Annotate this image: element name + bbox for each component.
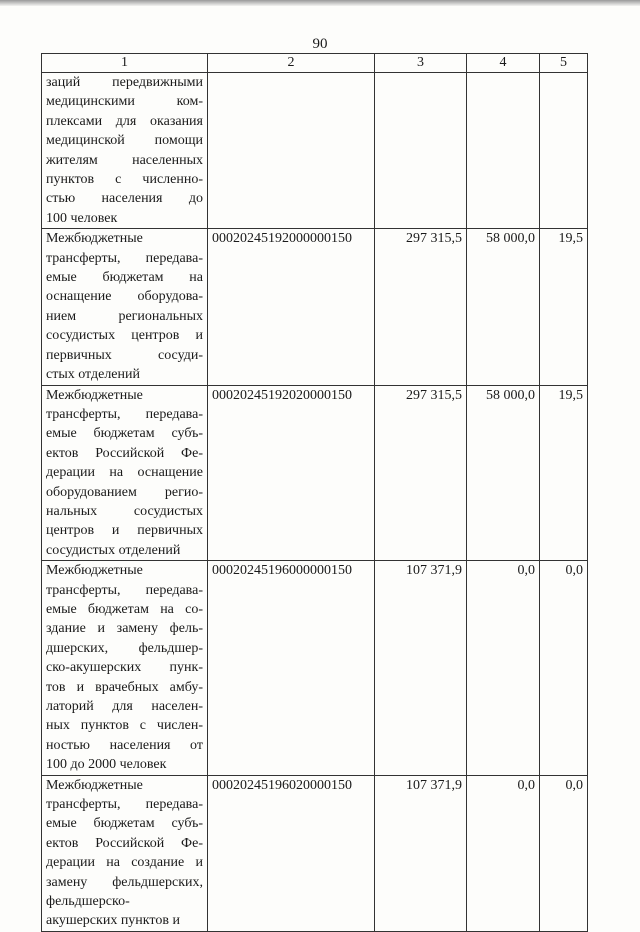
percent-col5-cell: 19,5 — [540, 385, 588, 561]
row-name-line: фельдшерско- — [46, 894, 130, 910]
column-header-3: 3 — [375, 54, 467, 73]
row-name-line: тов и врачебных амбу- — [46, 679, 203, 695]
budget-code-cell: 00020245196020000150 — [208, 775, 375, 931]
table-row — [42, 73, 588, 229]
row-name-line: стью населения до — [46, 191, 203, 207]
row-name-line: емые бюджетам субъ- — [46, 426, 203, 442]
row-name-line: трансферты, передава- — [46, 250, 203, 266]
row-name-line: нальных сосудистых — [46, 503, 203, 519]
column-number-row — [42, 54, 588, 73]
table-row — [42, 385, 588, 561]
budget-code-cell: 00020245196000000150 — [208, 561, 375, 775]
row-name-cell — [42, 229, 208, 385]
row-name-line: жителям населенных — [46, 152, 203, 168]
column-header-1: 1 — [42, 54, 208, 73]
row-name-line: замену фельдшерских, — [46, 874, 203, 890]
table-row — [42, 561, 588, 775]
page-number: 90 — [312, 36, 328, 52]
amount-col3-cell: 297 315,5 — [375, 229, 467, 385]
row-name-line: трансферты, передава- — [46, 797, 203, 813]
row-name-line: емые бюджетам на со- — [46, 601, 203, 617]
amount-col4-cell: 0,0 — [467, 561, 540, 775]
amount-col3-cell: 107 371,9 — [375, 775, 467, 931]
row-name-cell — [42, 775, 208, 931]
row-name-line: ностью населения от — [46, 737, 203, 753]
row-name-line: дерации на оснащение — [46, 465, 203, 481]
percent-col5-cell — [540, 73, 588, 229]
amount-col3-cell: 107 371,9 — [375, 561, 467, 775]
row-name-line: 100 человек — [46, 210, 118, 226]
scan-edge — [0, 0, 640, 6]
row-name-line: первичных сосуди- — [46, 347, 203, 363]
row-name-line: сосудистых отделений — [46, 542, 181, 558]
budget-code-cell — [208, 73, 375, 229]
amount-col4-cell — [467, 73, 540, 229]
row-name-line: сосудистых центров и — [46, 328, 203, 344]
percent-col5-cell: 0,0 — [540, 775, 588, 931]
row-name-line: стых отделений — [46, 367, 141, 383]
column-header-2: 2 — [208, 54, 375, 73]
budget-table — [41, 53, 588, 932]
percent-col5-cell: 19,5 — [540, 229, 588, 385]
amount-col4-cell: 58 000,0 — [467, 385, 540, 561]
row-name-line: 100 до 2000 человек — [46, 757, 167, 773]
row-name-line: медицинской помощи — [46, 133, 203, 149]
row-name-line: дерации на создание и — [46, 855, 203, 871]
table-row — [42, 229, 588, 385]
row-name-line: оснащение оборудова- — [46, 289, 203, 305]
row-name-line: акушерских пунктов и — [46, 913, 180, 929]
column-header-4: 4 — [467, 54, 540, 73]
amount-col3-cell: 297 315,5 — [375, 385, 467, 561]
row-name-line: заций передвижными — [46, 75, 203, 90]
row-name-line: Межбюджетные — [46, 563, 143, 579]
row-name-line: нием региональных — [46, 308, 203, 324]
row-name-cell — [42, 385, 208, 561]
row-name-line: Межбюджетные — [46, 231, 143, 247]
row-name-line: трансферты, передава- — [46, 406, 203, 422]
budget-code-cell: 00020245192020000150 — [208, 385, 375, 561]
row-name-line: емые бюджетам на — [46, 270, 203, 286]
row-name-line: ектов Российской Фе- — [46, 835, 203, 851]
row-name-line: центров и первичных — [46, 523, 203, 539]
column-header-5: 5 — [540, 54, 588, 73]
row-name-line: оборудованием регио- — [46, 484, 203, 500]
budget-code-cell: 00020245192000000150 — [208, 229, 375, 385]
amount-col4-cell: 58 000,0 — [467, 229, 540, 385]
row-name-cell — [42, 73, 208, 229]
row-name-line: ных пунктов с числен- — [46, 718, 203, 734]
amount-col4-cell: 0,0 — [467, 775, 540, 931]
percent-col5-cell: 0,0 — [540, 561, 588, 775]
row-name-cell — [42, 561, 208, 775]
row-name-line: трансферты, передава- — [46, 582, 203, 598]
row-name-line: ско-акушерских пунк- — [46, 660, 203, 676]
row-name-line: пунктов с численно- — [46, 172, 203, 188]
row-name-line: емые бюджетам субъ- — [46, 816, 203, 832]
row-name-line: Межбюджетные — [46, 777, 143, 793]
row-name-line: латорий для населен- — [46, 699, 203, 714]
row-name-line: плексами для оказания — [46, 113, 203, 129]
row-name-line: здание и замену фель- — [46, 621, 203, 637]
row-name-line: медицинскими ком- — [46, 94, 203, 110]
row-name-line: Межбюджетные — [46, 387, 143, 403]
row-name-line: ектов Российской Фе- — [46, 445, 203, 461]
row-name-line: дшерских, фельдшер- — [46, 640, 203, 656]
amount-col3-cell — [375, 73, 467, 229]
table-row — [42, 775, 588, 931]
